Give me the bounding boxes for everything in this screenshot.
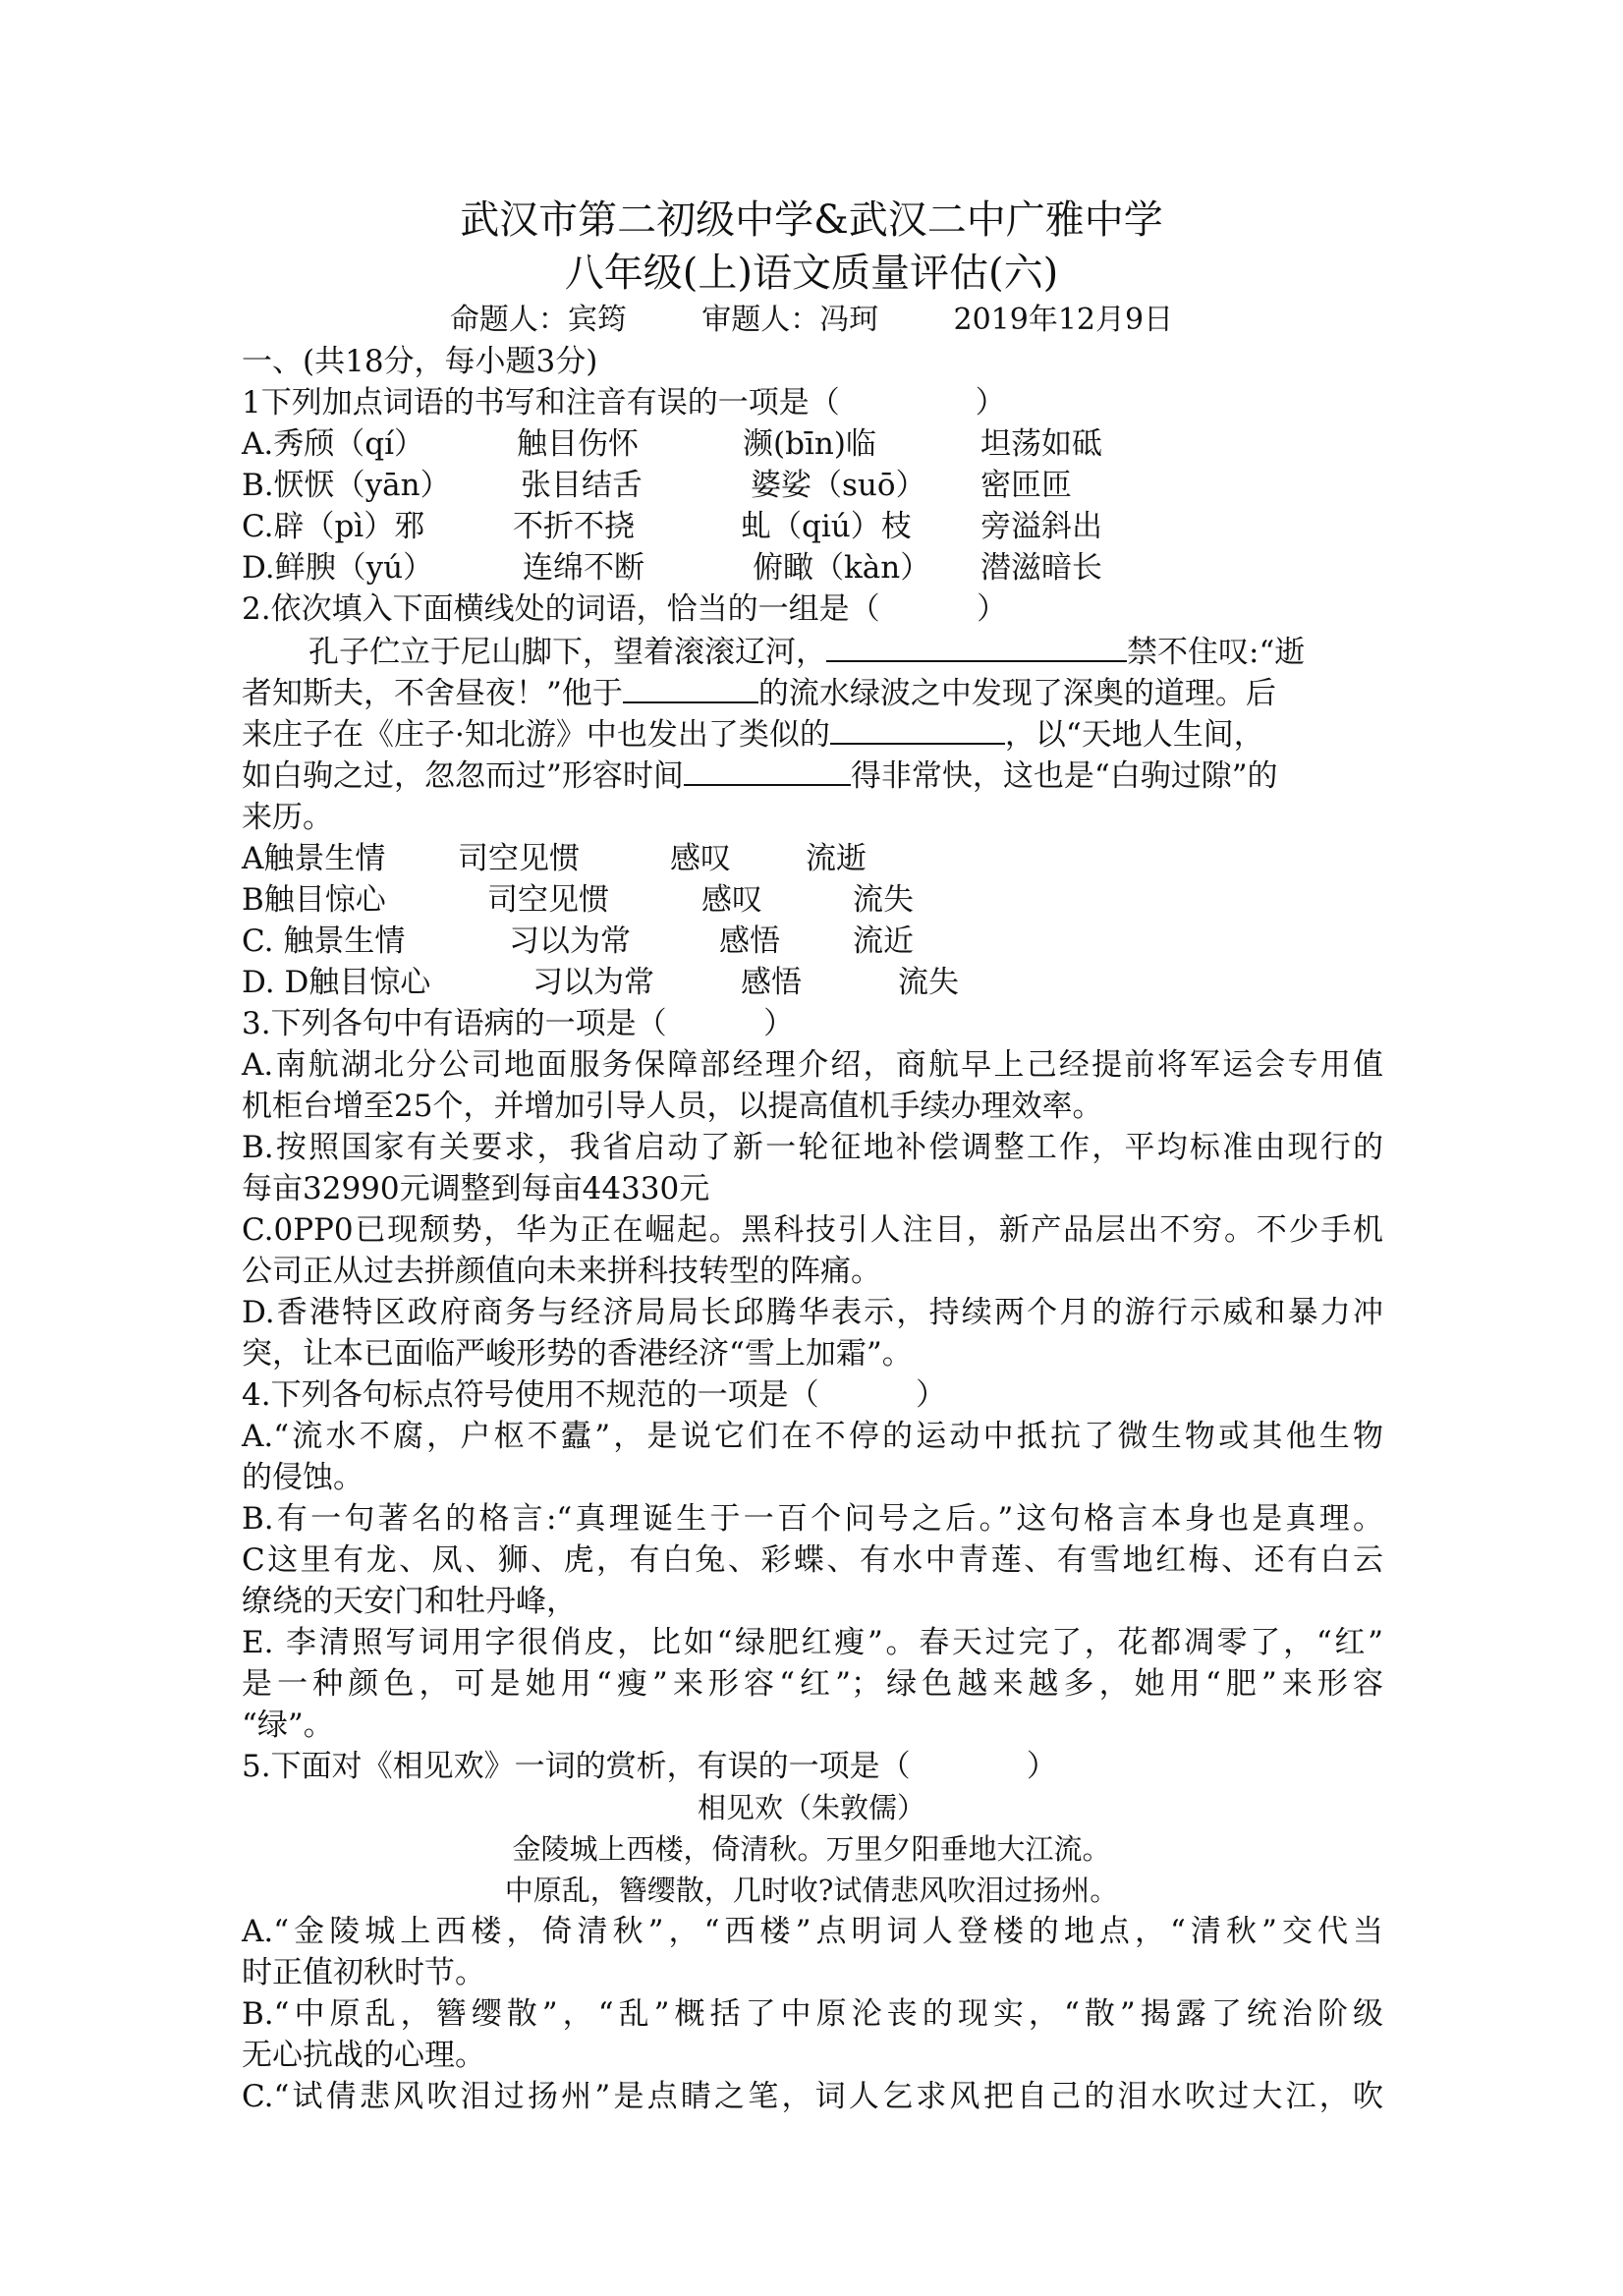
q2-blank-2[interactable]: [623, 674, 758, 703]
q2-a-item: 感叹: [670, 841, 731, 876]
q1-a-item: 濒(bīn)临: [743, 426, 876, 462]
q1-d-item: 潜滋暗长: [980, 550, 1102, 586]
poem-line: 金陵城上西楼，倚清秋。万里夕阳垂地大江流。: [512, 1832, 1111, 1866]
q1-b-item: 婆娑（suō）: [751, 468, 926, 503]
q5-option-c: C.“试倩悲风吹泪过扬州”是点睛之笔，词人乞求风把自己的泪水吹过大江，吹: [242, 2079, 1383, 2114]
q3-stem: 3.下列各句中有语病的一项是（ ）: [242, 1006, 795, 1041]
q3-option-a-cont: 机柜台增至25个，并增加引导人员，以提高值机手续办理效率。: [242, 1089, 1103, 1124]
q2-blank-4[interactable]: [684, 756, 851, 786]
q2-d-item: 习以为常: [532, 965, 654, 1000]
q3-option-c-cont: 公司正从过去拼颜值向未来拼科技转型的阵痛。: [242, 1254, 881, 1289]
q2-c-item: 习以为常: [509, 924, 631, 959]
q2-blank-1[interactable]: [826, 633, 1127, 662]
q5-option-b-cont: 无心抗战的心理。: [242, 2038, 485, 2073]
q1-c-item: C.辟（pì）邪: [242, 509, 425, 544]
q1-d-item: 俯瞰（kàn）: [753, 550, 931, 586]
q2-text: 的流水绿波之中发现了深奥的道理。后: [757, 676, 1276, 711]
q2-passage-line: 来历。: [242, 800, 333, 835]
q2-passage-line: [242, 674, 1276, 713]
q4-option-c-cont: 缭绕的天安门和牡丹峰，: [242, 1584, 577, 1619]
authors-line: 命题人：宾筠 审题人：冯珂 2019年12月9日: [449, 303, 1174, 337]
q1-c-item: 不折不挠: [513, 509, 635, 544]
poem-line: 中原乱，簪缨散，几时收?试倩悲风吹泪过扬州。: [504, 1874, 1119, 1907]
q4-option-e-cont: “绿”。: [242, 1708, 334, 1743]
poem-title: 相见欢（朱敦儒）: [697, 1791, 925, 1824]
q2-a-item: A触景生情: [242, 841, 386, 876]
q1-a-item: A.秀颀（qí）: [242, 426, 424, 462]
q2-text: 者知斯夫，不舍昼夜！”他于: [242, 676, 623, 711]
q5-option-a-cont: 时正值初秋时节。: [242, 1955, 485, 1990]
q1-d-item: D.鲜腴（yú）: [242, 550, 434, 586]
q4-option-c: C这里有龙、凤、狮、虎，有白兔、彩蝶、有水中青莲、有雪地红梅、还有白云: [242, 1542, 1383, 1578]
q4-option-e: E. 李清照写词用字很俏皮，比如“绿肥红瘦”。春天过完了，花都凋零了，“红”: [242, 1625, 1383, 1660]
q5-option-b: B.“中原乱，簪缨散”，“乱”概括了中原沦丧的现实，“散”揭露了统治阶级: [242, 1996, 1383, 2032]
q2-text: 来庄子在《庄子·知北游》中也发出了类似的: [242, 717, 830, 753]
q2-c-item: 流近: [853, 924, 914, 959]
q1-stem: 1下列加点词语的书写和注音有误的一项是（ ）: [242, 385, 1006, 420]
q2-b-item: 流失: [853, 882, 914, 918]
q2-text: ，以“天地人生间，: [1004, 717, 1264, 753]
q2-c-item: 感悟: [719, 924, 780, 959]
q5-option-a: A.“金陵城上西楼，倚清秋”，“西楼”点明词人登楼的地点，“清秋”交代当: [242, 1914, 1383, 1949]
q1-b-item: 密匝匝: [980, 468, 1072, 503]
q2-b-item: 司空见惯: [487, 882, 609, 918]
school-title: 武汉市第二初级中学&武汉二中广雅中学: [460, 197, 1163, 243]
q1-c-item: 旁溢斜出: [980, 509, 1102, 544]
q2-blank-3[interactable]: [830, 715, 1005, 745]
q4-option-b: B.有一句著名的格言:“真理诞生于一百个问号之后。”这句格言本身也是真理。: [242, 1501, 1383, 1537]
q2-d-item: 感悟: [741, 965, 802, 1000]
q2-text: 如白驹之过，忽忽而过”形容时间: [242, 758, 684, 794]
q2-b-item: B触目惊心: [242, 882, 386, 918]
q3-option-a: A.南航湖北分公司地面服务保障部经理介绍，商航早上己经提前将军运会专用值: [242, 1047, 1383, 1083]
q1-d-item: 连绵不断: [523, 550, 644, 586]
q2-text: 禁不住叹:“逝: [1127, 635, 1306, 670]
q2-passage-line: [308, 633, 1305, 672]
q2-passage-line: [242, 715, 1264, 755]
q3-option-d-cont: 突，让本已面临严峻形势的香港经济“雪上加霜”。: [242, 1336, 913, 1372]
q3-option-b: B.按照国家有关要求，我省启动了新一轮征地补偿调整工作，平均标准由现行的: [242, 1130, 1383, 1165]
q2-text: 得非常快，这也是“白驹过隙”的: [850, 758, 1278, 794]
exam-title: 八年级(上)语文质量评估(六): [564, 251, 1059, 296]
q4-stem: 4.下列各句标点符号使用不规范的一项是（ ）: [242, 1377, 947, 1413]
q2-stem: 2.依次填入下面横线处的词语，恰当的一组是（ ）: [242, 591, 1008, 627]
q2-a-item: 司空见惯: [458, 841, 580, 876]
q1-a-item: 触目伤怀: [517, 426, 639, 462]
q2-d-item: D. D触目惊心: [242, 965, 431, 1000]
q2-d-item: 流失: [898, 965, 959, 1000]
q2-passage-line: [242, 756, 1278, 796]
q1-a-item: 坦荡如砥: [980, 426, 1102, 462]
q3-option-b-cont: 每亩32990元调整到每亩44330元: [242, 1171, 710, 1206]
q2-text: 孔子伫立于尼山脚下，望着滚滚辽河，: [308, 635, 826, 670]
q3-option-c: C.0PP0已现颓势，华为正在崛起。黑科技引人注目，新产品层出不穷。不少手机: [242, 1212, 1383, 1248]
q1-c-item: 虬（qiú）枝: [741, 509, 912, 544]
q4-option-e-cont: 是一种颜色，可是她用“瘦”来形容“红”；绿色越来越多，她用“肥”来形容: [242, 1666, 1383, 1702]
q2-a-item: 流逝: [806, 841, 867, 876]
section-heading: 一、(共18分，每小题3分): [242, 344, 598, 379]
q3-option-d: D.香港特区政府商务与经济局局长邱腾华表示，持续两个月的游行示威和暴力冲: [242, 1295, 1383, 1330]
q4-option-a-cont: 的侵蚀。: [242, 1460, 364, 1495]
q1-b-item: B.恹恹（yān）: [242, 468, 451, 503]
q1-b-item: 张目结舌: [521, 468, 643, 503]
q2-c-item: C. 触景生情: [242, 924, 406, 959]
q5-stem: 5.下面对《相见欢》一词的赏析，有误的一项是（ ）: [242, 1749, 1057, 1784]
q2-b-item: 感叹: [701, 882, 762, 918]
q4-option-a: A.“流水不腐，户枢不蠹”，是说它们在不停的运动中抵抗了微生物或其他生物: [242, 1419, 1383, 1454]
